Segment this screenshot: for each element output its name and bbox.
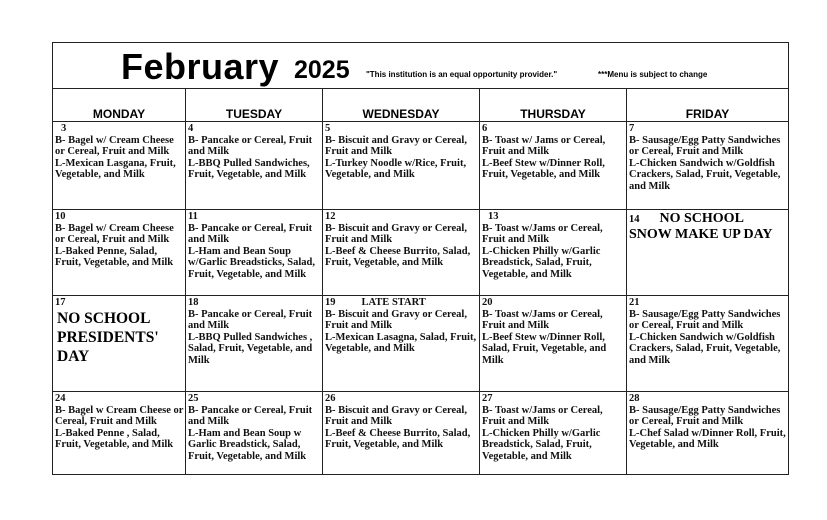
lunch-item: L-Beef & Cheese Burrito, Salad, Fruit, Vegetable, and Milk [325,427,471,450]
lunch-item: L-Ham and Bean Soup w Garlic Breadstick, Salad, Fruit, Vegetable, and Milk [188,427,307,462]
day-header-thursday: THURSDAY [520,107,586,121]
breakfast-item: B- Pancake or Cereal, Fruit and Milk [188,404,313,427]
day-cell [53,210,185,295]
day-cell [480,392,626,474]
date-number: 28 [629,393,640,404]
snow-makeup-label: SNOW MAKE UP DAY [629,227,773,242]
date-number: 6 [482,123,488,134]
lunch-item: L-Chicken Sandwich w/Goldfish Crackers, Salad, Fruit, Vegetable, and Milk [629,331,781,366]
lunch-item: L-Chicken Sandwich w/Goldfish Crackers, Salad, Fruit, Vegetable, and Milk [629,157,781,192]
lunch-item: L-Baked Penne, Salad, Fruit, Vegetable, and Milk [55,245,174,268]
date-number: 25 [188,393,199,404]
day-header-tuesday: TUESDAY [225,107,283,121]
breakfast-item: B- Bagel w/ Cream Cheese or Cereal, Fruit and Milk [55,222,174,245]
date-number: 11 [188,211,198,222]
day-header-wednesday: WEDNESDAY [362,107,440,121]
breakfast-item: B- Pancake or Cereal, Fruit and Milk [188,134,313,157]
presidents-day-label: NO SCHOOL PRESIDENTS' DAY [57,309,159,365]
breakfast-item: B- Toast w/Jams or Cereal, Fruit and Milk [482,222,603,245]
calendar-header [53,43,788,89]
breakfast-item: B- Biscuit and Gravy or Cereal, Fruit and Milk [325,308,467,331]
day-cell [186,296,322,391]
menu-calendar [52,42,789,475]
breakfast-item: B- Sausage/Egg Patty Sandwiches or Cereal, Fruit and Milk [629,134,781,157]
menu-change-notice: ***Menu is subject to change [598,70,708,79]
day-cell [480,210,626,295]
lunch-item: L-Chicken Philly w/Garlic Breadstick, Salad, Fruit, Vegetable, and Milk [482,245,601,280]
date-number: 26 [325,393,336,404]
day-cell [480,296,626,391]
day-cell [627,122,789,209]
day-header-monday: MONDAY [92,107,146,121]
day-cell [627,392,789,474]
breakfast-item: B- Pancake or Cereal, Fruit and Milk [188,308,313,331]
month-title: February [121,46,280,87]
day-cell [53,296,185,391]
breakfast-item: B- Toast w/Jams or Cereal, Fruit and Milk [482,404,603,427]
date-number: 5 [325,123,331,134]
lunch-item: L-Beef & Cheese Burrito, Salad, Fruit, Vegetable, and Milk [325,245,471,268]
day-cell [323,392,479,474]
lunch-item: L-Mexican Lasgana, Fruit, Vegetable, and Milk [55,157,176,180]
date-number: 24 [55,393,66,404]
date-number: 10 [55,211,66,222]
lunch-item: L-Beef Stew w/Dinner Roll, Salad, Fruit, Vegetable, and Milk [482,331,607,366]
date-number: 21 [629,297,640,308]
lunch-item: L-Beef Stew w/Dinner Roll, Fruit, Vegetable, and Milk [482,157,605,180]
date-number: 13 [488,211,499,222]
day-cell [627,210,789,295]
date-number: 20 [482,297,493,308]
day-cell [480,122,626,209]
equal-opportunity-notice: "This institution is an equal opportunity provider." [366,70,558,79]
date-number: 14 [629,214,640,225]
breakfast-item: B- Pancake or Cereal, Fruit and Milk [188,222,313,245]
lunch-item: L-BBQ Pulled Sandwiches , Salad, Fruit, Vegetable, and Milk [188,331,313,366]
breakfast-item: B- Toast w/Jams or Cereal, Fruit and Milk [482,308,603,331]
day-cell [627,296,789,391]
lunch-item: L-Chicken Philly w/Garlic Breadstick, Salad, Fruit, Vegetable, and Milk [482,427,601,462]
day-cell [323,122,479,209]
day-cell [186,210,322,295]
day-cell [53,392,185,474]
date-number: 17 [55,297,66,308]
lunch-item: L-BBQ Pulled Sandwiches, Fruit, Vegetable, and Milk [188,157,310,180]
late-start-label: LATE START [361,297,426,308]
lunch-item: L-Baked Penne , Salad, Fruit, Vegetable, and Milk [55,427,174,450]
date-number: 4 [188,123,194,134]
date-number: 7 [629,123,635,134]
date-number: 19 [325,297,336,308]
lunch-item: L-Turkey Noodle w/Rice, Fruit, Vegetable, and Milk [325,157,467,180]
breakfast-item: B- Sausage/Egg Patty Sandwiches or Cereal, Fruit and Milk [629,404,781,427]
day-cell [323,210,479,295]
day-cell [186,392,322,474]
day-cell [186,122,322,209]
date-number: 12 [325,211,336,222]
date-number: 27 [482,393,493,404]
day-cell [53,122,185,209]
lunch-item: L-Mexican Lasagna, Salad, Fruit, Vegetable, and Milk [325,331,477,354]
breakfast-item: B- Toast w/ Jams or Cereal, Fruit and Milk [482,134,606,157]
breakfast-item: B- Biscuit and Gravy or Cereal, Fruit and Milk [325,134,467,157]
date-number: 3 [61,123,67,134]
day-header-friday: FRIDAY [685,107,730,121]
day-cell [323,296,479,391]
breakfast-item: B- Biscuit and Gravy or Cereal, Fruit and Milk [325,404,467,427]
lunch-item: L-Chef Salad w/Dinner Roll, Fruit, Vegetable, and Milk [629,427,786,450]
breakfast-item: B- Bagel w Cream Cheese or Cereal, Fruit and Milk [55,404,184,427]
breakfast-item: B- Bagel w/ Cream Cheese or Cereal, Fruit and Milk [55,134,174,157]
breakfast-item: B- Biscuit and Gravy or Cereal, Fruit and Milk [325,222,467,245]
no-school-label: NO SCHOOL [659,211,744,226]
date-number: 18 [188,297,199,308]
calendar-grid [53,89,788,474]
lunch-item: L-Ham and Bean Soup w/Garlic Breadsticks, Salad, Fruit, Vegetable, and Milk [188,245,315,280]
breakfast-item: B- Sausage/Egg Patty Sandwiches or Cereal, Fruit and Milk [629,308,781,331]
year-title: 2025 [294,56,350,84]
